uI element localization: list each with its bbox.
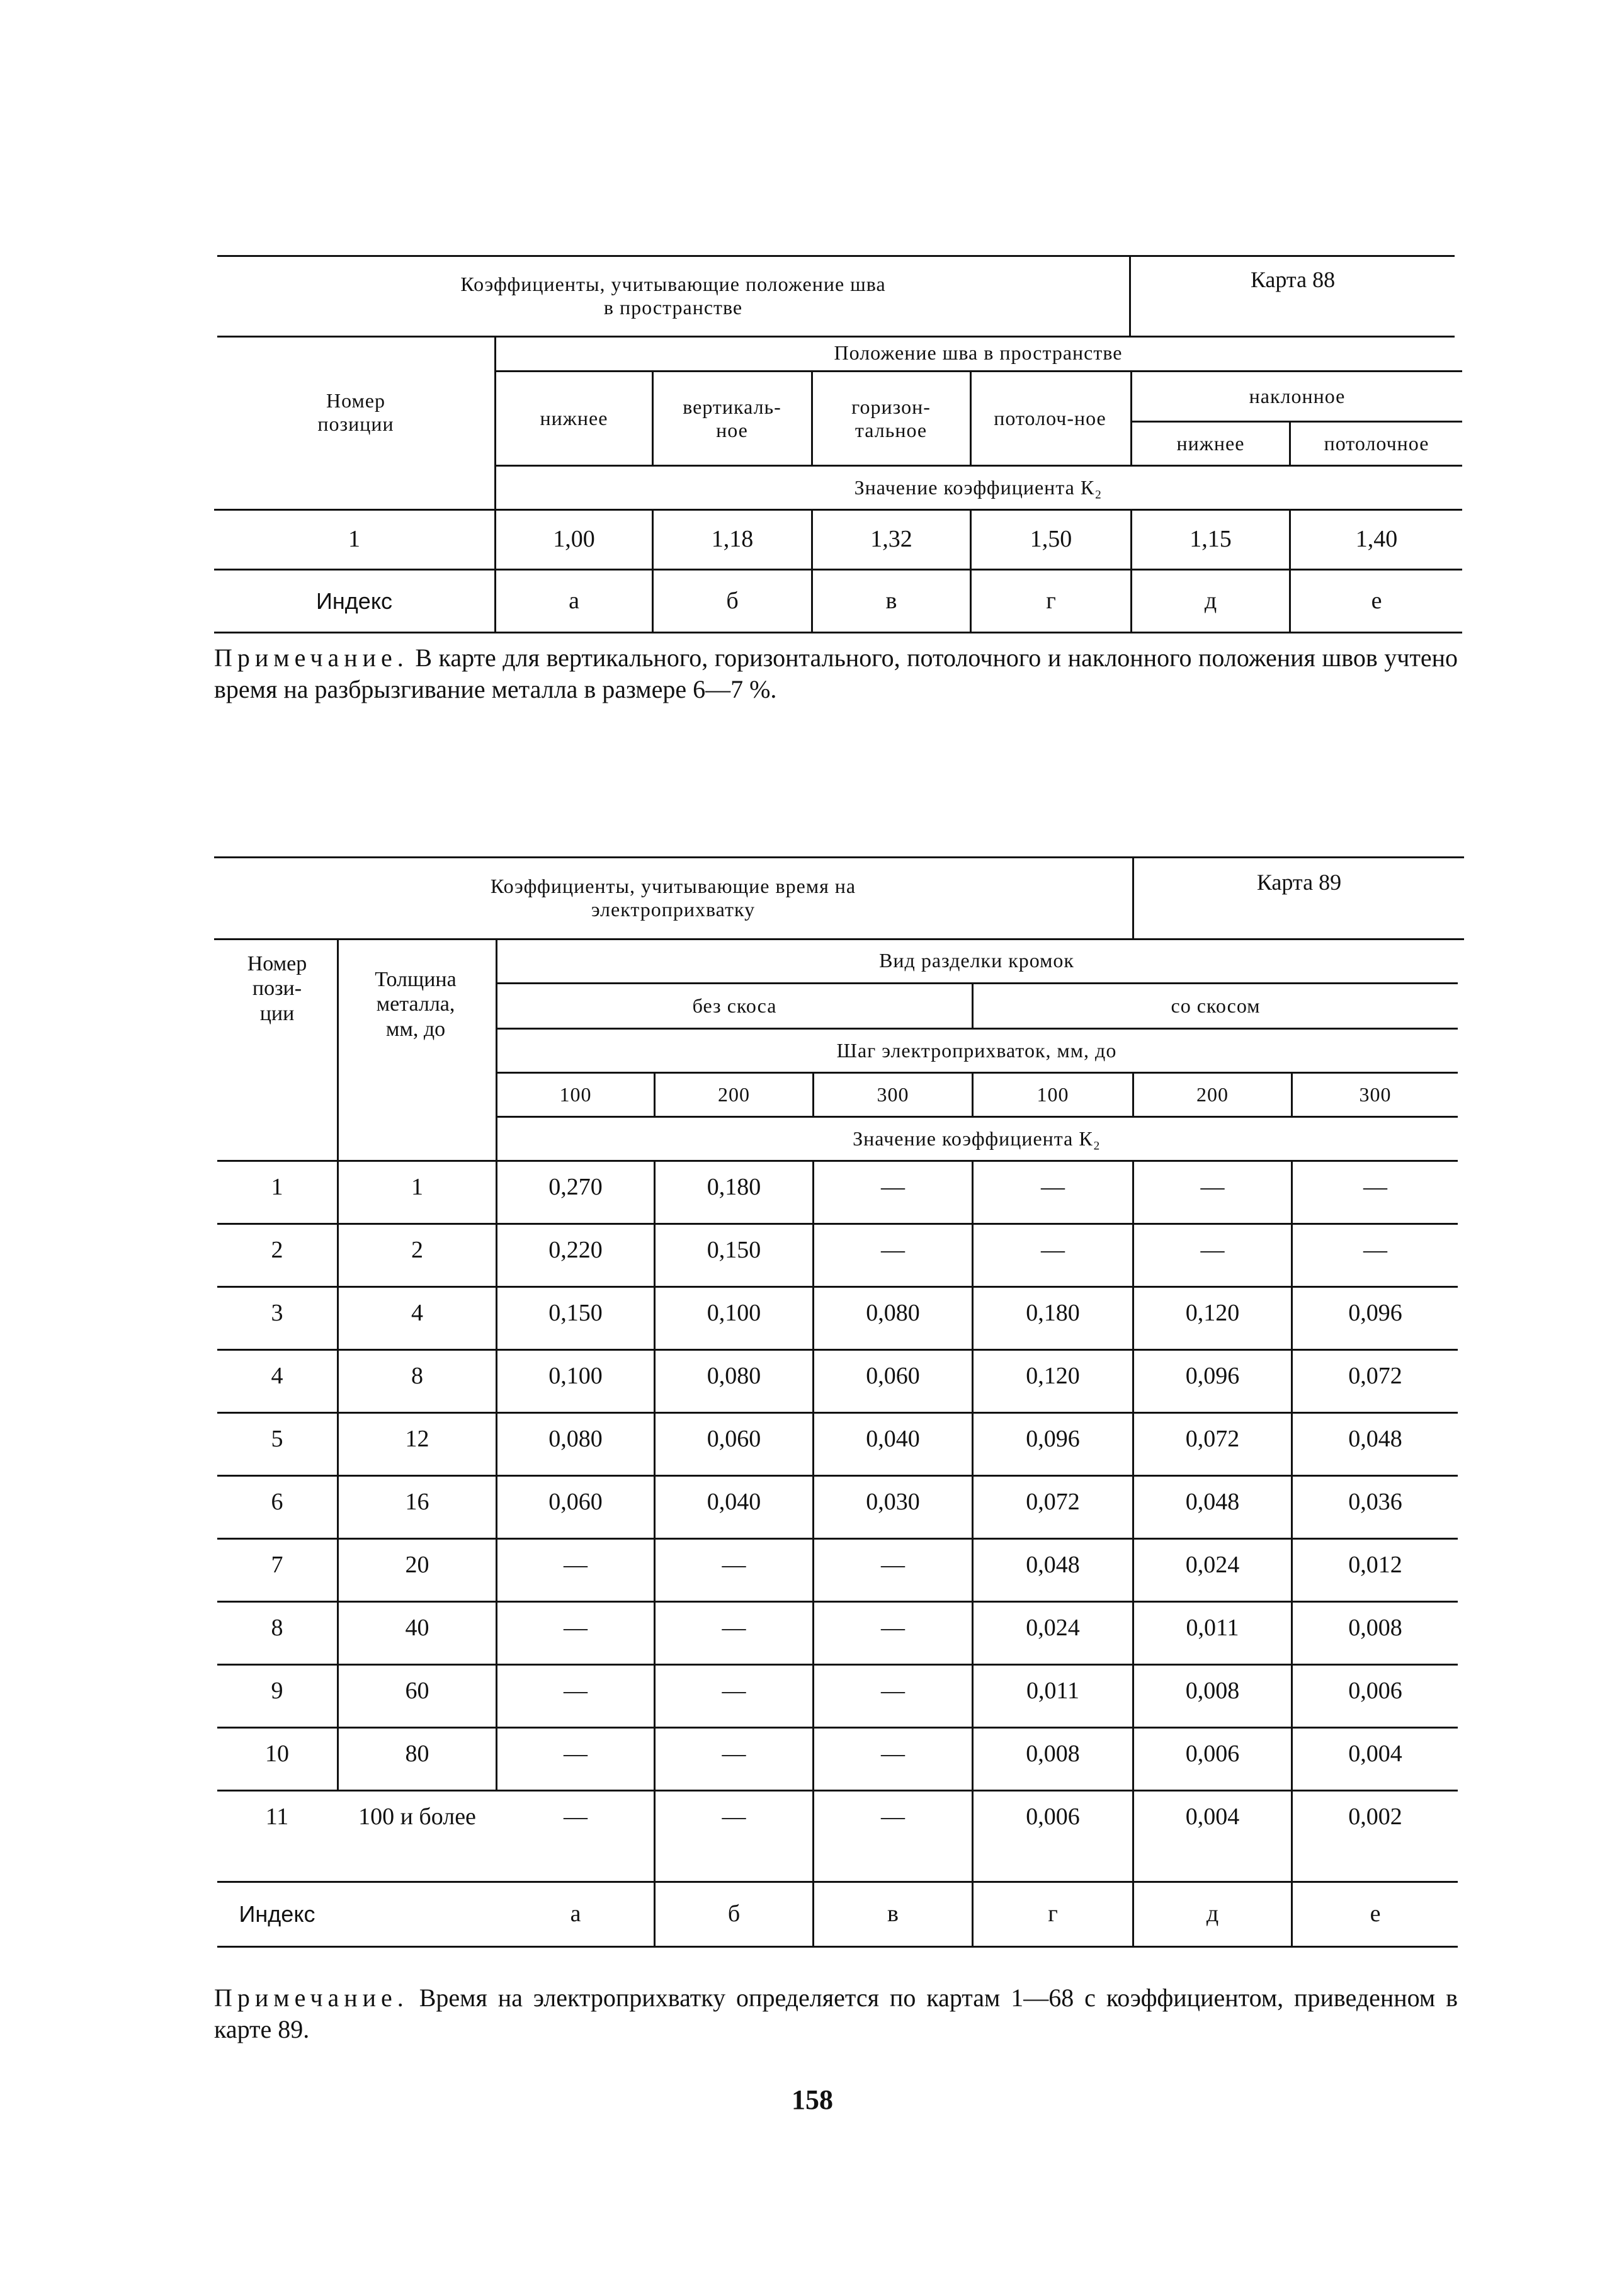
card-89-row-number: 8: [271, 1615, 283, 1641]
card-89-value: 0,120: [1026, 1363, 1080, 1389]
card-89-value: 0,220: [548, 1237, 603, 1263]
card-89-row-thickness: 60: [405, 1678, 429, 1704]
card-89-row-thickness: 40: [405, 1615, 429, 1641]
card-89-row-thickness: 80: [405, 1740, 429, 1767]
card-89-value: 0,011: [1186, 1615, 1239, 1641]
card-88-index: е: [1371, 587, 1382, 614]
card-89-value: —: [881, 1552, 905, 1578]
card-88-index: г: [1046, 587, 1056, 614]
card-89-value: —: [1200, 1174, 1225, 1200]
card-89-value: 0,096: [1026, 1426, 1080, 1452]
card-89-value: —: [564, 1552, 588, 1578]
card-88-note: [214, 642, 1458, 705]
card-88-col-ceiling: потолоч-ное: [994, 407, 1106, 430]
card-89-value: 0,096: [1348, 1300, 1402, 1326]
card-89-value: 0,011: [1026, 1678, 1080, 1704]
card-89-value: 0,180: [1026, 1300, 1080, 1326]
card-89-value: —: [722, 1678, 746, 1704]
card-89-row-number: 2: [271, 1237, 283, 1263]
card-89-value: 0,048: [1348, 1426, 1402, 1452]
card-89-row-number: 7: [271, 1552, 283, 1578]
card-88-col-inclined-ceiling: потолочное: [1324, 432, 1429, 455]
card-89-value: 0,150: [707, 1237, 761, 1263]
card-89-value: 0,024: [1185, 1552, 1240, 1578]
card-89-row-thickness: 4: [411, 1300, 423, 1326]
card-89-value: 0,024: [1026, 1615, 1080, 1641]
card-89-value: 0,040: [866, 1426, 920, 1452]
card-89-value: 0,006: [1026, 1803, 1080, 1830]
card-88-value: 1,40: [1355, 526, 1398, 553]
card-88-value: 1,32: [870, 526, 912, 553]
card-89-no-bevel: без скоса: [692, 994, 777, 1018]
card-89-column-rule: [1132, 1160, 1134, 1946]
card-88-index: д: [1204, 587, 1217, 614]
card-89-value: —: [881, 1678, 905, 1704]
card-88-header-position: Номер позиции: [317, 389, 394, 435]
card-88-index: б: [726, 587, 739, 614]
card-89-value: —: [1041, 1174, 1065, 1200]
card-89-value: 0,004: [1185, 1803, 1240, 1830]
card-89-row-number: 10: [265, 1740, 289, 1767]
card-89-title-line2: электроприхватку: [591, 898, 756, 921]
card-89-column-rule: [812, 1160, 814, 1946]
card-89-step-label: Шаг электроприхваток, мм, до: [836, 1039, 1117, 1062]
card-89-value: 0,004: [1348, 1740, 1402, 1767]
card-89-value: 0,030: [866, 1489, 920, 1515]
card-89-value: 0,100: [548, 1363, 603, 1389]
card-88-index-label: Индекс: [316, 588, 392, 614]
card-89-step: 100: [1036, 1083, 1069, 1106]
card-88-col-bottom: нижнее: [540, 407, 608, 430]
card-89-value: 0,120: [1185, 1300, 1240, 1326]
card-89-row-thickness: 100 и более: [358, 1803, 476, 1830]
card-89-value: 0,036: [1348, 1489, 1402, 1515]
card-89-step: 300: [877, 1083, 909, 1106]
card-89-step: 300: [1359, 1083, 1392, 1106]
card-89-value: —: [1363, 1237, 1387, 1263]
card-89-value: —: [881, 1237, 905, 1263]
card-89-value: 0,060: [548, 1489, 603, 1515]
card-88-col-horizontal: горизон-тальное: [851, 395, 931, 441]
card-89-value: 0,270: [548, 1174, 603, 1200]
card-89-note: [214, 1982, 1458, 2045]
card-89-header-position: Номер пози-ции: [247, 952, 307, 1025]
card-89-value: 0,012: [1348, 1552, 1402, 1578]
card-89-value: —: [722, 1552, 746, 1578]
card-89-value: 0,072: [1348, 1363, 1402, 1389]
card-89-value: 0,060: [866, 1363, 920, 1389]
card-89-row-number: 11: [265, 1803, 289, 1830]
card-89-row-thickness: 1: [411, 1174, 423, 1200]
card-89-value: —: [881, 1174, 905, 1200]
card-89-title: [214, 863, 1132, 933]
card-89-value: 0,080: [548, 1426, 603, 1452]
card-89-value: —: [1363, 1174, 1387, 1200]
card-88-col-inclined-bottom: нижнее: [1176, 432, 1245, 455]
card-89-coef-label: Значение коэффициента К₂: [853, 1127, 1101, 1150]
card-88-note-text: В карте для вертикального, горизонтального, потолочного и наклонного положения швов учтено время на разбрызгивание металла в размере 6—7 %.: [214, 644, 1458, 703]
card-89-value: 0,180: [707, 1174, 761, 1200]
card-88-row-number: 1: [348, 526, 360, 553]
card-89-value: —: [564, 1678, 588, 1704]
card-89-row-thickness: 20: [405, 1552, 429, 1578]
card-89-row-number: 9: [271, 1678, 283, 1704]
card-88-header-space: Положение шва в пространстве: [834, 341, 1123, 365]
card-89-value: —: [564, 1615, 588, 1641]
card-89-note-lead: Примечание.: [214, 1984, 409, 2012]
card-89-row-thickness: 2: [411, 1237, 423, 1263]
card-89-index: г: [1048, 1900, 1058, 1928]
card-89-title-line1: Коэффициенты, учитывающие время на: [490, 875, 856, 898]
card-89-step: 200: [1196, 1083, 1229, 1106]
card-89-value: 0,150: [548, 1300, 603, 1326]
card-89-bottom-rule: [217, 1946, 1458, 1948]
card-89-value: 0,008: [1348, 1615, 1402, 1641]
card-89-index: в: [887, 1900, 899, 1928]
card-89-value: 0,006: [1348, 1678, 1402, 1704]
card-89-index: а: [570, 1900, 581, 1928]
card-88-note-lead: Примечание.: [214, 644, 409, 672]
card-88-index: а: [569, 587, 579, 614]
card-89-step: 100: [559, 1083, 592, 1106]
card-89-column-rule: [972, 1160, 974, 1946]
card-89-value: —: [722, 1740, 746, 1767]
card-89-value: —: [1041, 1237, 1065, 1263]
card-89-row-number: 3: [271, 1300, 283, 1326]
card-89-index: д: [1206, 1900, 1219, 1928]
card-89-index-label: Индекс: [239, 1901, 315, 1928]
card-89-index: б: [727, 1900, 741, 1928]
card-89-value: 0,008: [1185, 1678, 1240, 1704]
card-89-value: 0,002: [1348, 1803, 1402, 1830]
card-89-value: 0,072: [1185, 1426, 1240, 1452]
card-89-label: Карта 89: [1256, 870, 1342, 895]
card-89-value: —: [564, 1740, 588, 1767]
card-88-col-vertical: вертикаль-ное: [683, 395, 781, 441]
card-89-column-rule: [1291, 1160, 1293, 1946]
card-89-value: —: [881, 1615, 905, 1641]
card-89-value: 0,048: [1026, 1552, 1080, 1578]
card-89-with-bevel: со скосом: [1171, 994, 1261, 1018]
card-89-value: 0,072: [1026, 1489, 1080, 1515]
card-89-value: —: [564, 1803, 588, 1830]
card-89-header-edge: Вид разделки кромок: [879, 948, 1074, 972]
card-88-index: в: [885, 587, 897, 614]
card-89-value: 0,080: [707, 1363, 761, 1389]
page-number: 158: [792, 2084, 833, 2115]
card-89-row-number: 6: [271, 1489, 283, 1515]
card-89-step: 200: [718, 1083, 750, 1106]
card-89-row-thickness: 16: [405, 1489, 429, 1515]
card-89-row-number: 5: [271, 1426, 283, 1452]
card-89-note-text: Время на электроприхватку определяется по картам 1—68 с коэффициентом, приведенном в карте 89.: [214, 1984, 1458, 2043]
card-89-value: —: [1200, 1237, 1225, 1263]
card-89-column-rule: [654, 1160, 656, 1946]
card-89-value: 0,080: [866, 1300, 920, 1326]
card-89-value: 0,040: [707, 1489, 761, 1515]
card-89-value: 0,060: [707, 1426, 761, 1452]
card-88-col-inclined: наклонное: [1249, 385, 1346, 408]
card-89-value: 0,048: [1185, 1489, 1240, 1515]
card-89-value: 0,006: [1185, 1740, 1240, 1767]
card-88-value: 1,15: [1190, 526, 1232, 553]
card-89-row-thickness: 8: [411, 1363, 423, 1389]
card-89-value: —: [722, 1803, 746, 1830]
card-89-row-number: 1: [271, 1174, 283, 1200]
card-89-value: —: [722, 1615, 746, 1641]
card-89-value: 0,008: [1026, 1740, 1080, 1767]
card-89-header-thickness: Толщина металла, мм, до: [375, 968, 457, 1041]
card-89-row-thickness: 12: [405, 1426, 429, 1452]
card-89-value: —: [881, 1803, 905, 1830]
card-89-value: 0,096: [1185, 1363, 1240, 1389]
card-88-title-line2: в пространстве: [603, 296, 743, 319]
card-88-value: 1,00: [553, 526, 595, 553]
card-89-value: 0,100: [707, 1300, 761, 1326]
card-89-index: е: [1370, 1900, 1381, 1928]
card-89-row-number: 4: [271, 1363, 283, 1389]
card-88-title: [217, 261, 1129, 331]
card-88-value: 1,50: [1030, 526, 1072, 553]
card-88-title-line1: Коэффициенты, учитывающие положение шва: [460, 273, 886, 296]
card-88-value: 1,18: [711, 526, 754, 553]
card-88-coef-label: Значение коэффициента К₂: [854, 476, 1103, 499]
card-88-label: Карта 88: [1250, 267, 1336, 293]
card-89-value: —: [881, 1740, 905, 1767]
